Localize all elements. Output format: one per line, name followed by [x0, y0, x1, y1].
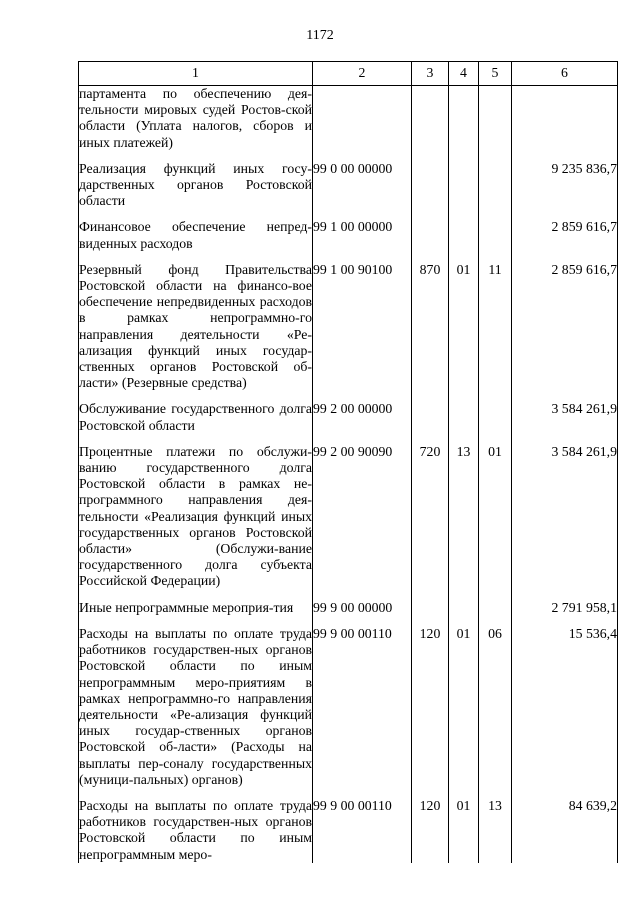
row-section	[449, 161, 479, 220]
column-header-1: 1	[79, 62, 313, 86]
row-subsection	[479, 86, 512, 161]
row-expense-type: 120	[412, 626, 449, 798]
row-name: Резервный фонд Правительства Ростовской области на финансо-вое обеспечение непредвиденных расходов в рамках непрограммно-го направления деятельности «Ре-ализация функций иных государ-ственных органов Ростовской об-ласти» (Резервные средства)	[79, 262, 313, 402]
table-row	[79, 798, 618, 863]
table-row	[79, 626, 618, 798]
row-section	[449, 600, 479, 626]
column-header-6: 6	[512, 62, 618, 86]
row-code: 99 1 00 00000	[313, 219, 412, 261]
table-row	[79, 444, 618, 600]
row-expense-type	[412, 600, 449, 626]
table-row	[79, 86, 618, 161]
row-section: 01	[449, 262, 479, 402]
row-name: Финансовое обеспечение непред-виденных расходов	[79, 219, 313, 261]
row-section	[449, 219, 479, 261]
row-subsection	[479, 401, 512, 443]
budget-table	[78, 61, 618, 863]
row-sum: 84 639,2	[512, 798, 618, 863]
row-section	[449, 401, 479, 443]
row-section: 01	[449, 798, 479, 863]
table-row	[79, 401, 618, 443]
row-section: 13	[449, 444, 479, 600]
row-expense-type: 120	[412, 798, 449, 863]
row-name: Процентные платежи по обслужи-ванию государственного долга Ростовской области в рамках не-программного направления дея-тельности «Реализация функций иных государственных органов Ростовской области» (Обслужи-вание государственного долга субъекта Российской Федерации)	[79, 444, 313, 600]
row-expense-type	[412, 86, 449, 161]
row-name: партамента по обеспечению дея-тельности мировых судей Ростов-ской области (Уплата налогов, сборов и иных платежей)	[79, 86, 313, 161]
row-sum: 2 859 616,7	[512, 262, 618, 402]
table-body	[79, 86, 618, 863]
row-code	[313, 86, 412, 161]
row-code: 99 1 00 90100	[313, 262, 412, 402]
row-code: 99 9 00 00000	[313, 600, 412, 626]
row-subsection	[479, 600, 512, 626]
row-expense-type: 720	[412, 444, 449, 600]
table-header	[79, 62, 618, 86]
column-header-3: 3	[412, 62, 449, 86]
row-expense-type	[412, 161, 449, 220]
row-code: 99 9 00 00110	[313, 798, 412, 863]
row-code: 99 2 00 90090	[313, 444, 412, 600]
row-sum: 3 584 261,9	[512, 401, 618, 443]
row-subsection: 11	[479, 262, 512, 402]
header-row	[79, 62, 618, 86]
row-sum: 2 859 616,7	[512, 219, 618, 261]
row-subsection	[479, 219, 512, 261]
row-sum	[512, 86, 618, 161]
row-sum: 3 584 261,9	[512, 444, 618, 600]
table-row	[79, 161, 618, 220]
column-header-4: 4	[449, 62, 479, 86]
table-row	[79, 600, 618, 626]
table-row	[79, 262, 618, 402]
row-subsection: 06	[479, 626, 512, 798]
row-expense-type	[412, 219, 449, 261]
row-code: 99 0 00 00000	[313, 161, 412, 220]
column-header-2: 2	[313, 62, 412, 86]
row-expense-type	[412, 401, 449, 443]
column-header-5: 5	[479, 62, 512, 86]
row-sum: 15 536,4	[512, 626, 618, 798]
row-name: Расходы на выплаты по оплате труда работников государствен-ных органов Ростовской области по иным непрограммным меро-приятиям в рамках непрограммно-го направления деятельности «Ре-ализация функций иных государ-ственных органов Ростовской об-ласти» (Расходы на выплаты пер-соналу государственных (муници-пальных) органов)	[79, 626, 313, 798]
row-sum: 9 235 836,7	[512, 161, 618, 220]
row-expense-type: 870	[412, 262, 449, 402]
row-subsection	[479, 161, 512, 220]
row-subsection: 13	[479, 798, 512, 863]
row-subsection: 01	[479, 444, 512, 600]
page-number: 1172	[306, 28, 334, 43]
table-row	[79, 219, 618, 261]
row-name: Реализация функций иных госу-дарственных органов Ростовской области	[79, 161, 313, 220]
row-name: Обслуживание государственного долга Ростовской области	[79, 401, 313, 443]
row-section: 01	[449, 626, 479, 798]
row-name: Расходы на выплаты по оплате труда работников государствен-ных органов Ростовской области по иным непрограммным меро-	[79, 797, 312, 862]
row-code: 99 2 00 00000	[313, 401, 412, 443]
row-section	[449, 86, 479, 161]
row-sum: 2 791 958,1	[512, 600, 618, 626]
row-code: 99 9 00 00110	[313, 626, 412, 798]
row-name: Иные непрограммные мероприя-тия	[79, 600, 313, 626]
